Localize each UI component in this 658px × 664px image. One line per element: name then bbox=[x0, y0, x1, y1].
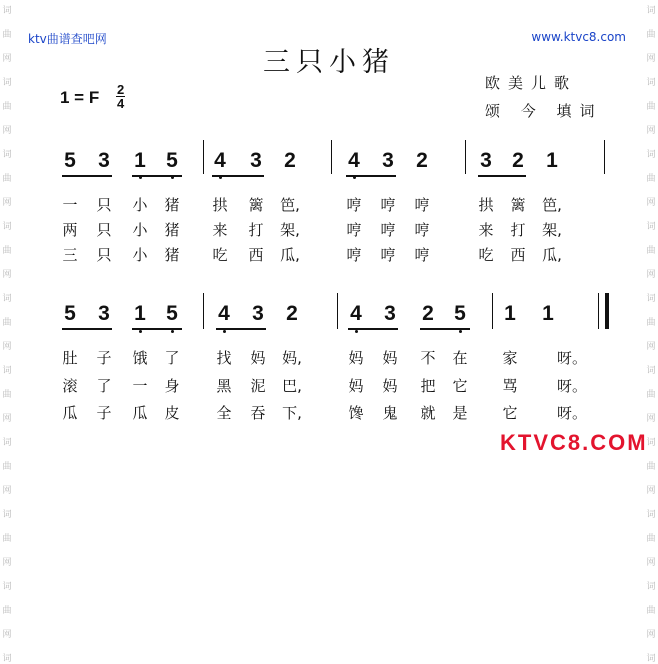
credit-lyricist: 颂 今 填词 bbox=[485, 102, 603, 120]
note: 3 bbox=[250, 149, 262, 172]
watermark-char: 词 bbox=[2, 654, 12, 664]
lyric-char: 篱 bbox=[248, 196, 264, 214]
logo-text: KTVC8.COM bbox=[500, 430, 648, 455]
lyric-char: 吃 bbox=[212, 246, 228, 264]
lyric-char: 妈, bbox=[282, 349, 302, 367]
watermark-char: 网 bbox=[646, 270, 656, 280]
watermark-char: 词 bbox=[2, 366, 12, 376]
watermark-char: 网 bbox=[646, 198, 656, 208]
lyric-char: 瓜, bbox=[280, 246, 300, 264]
watermark-char: 词 bbox=[2, 294, 12, 304]
lyric-char: 哼 bbox=[346, 246, 362, 264]
watermark-char: 网 bbox=[646, 54, 656, 64]
site-name: ktv曲谱查吧网 bbox=[28, 32, 107, 46]
barline bbox=[203, 293, 204, 329]
note: 1 bbox=[546, 149, 558, 172]
low-octave-dot bbox=[459, 330, 462, 333]
watermark-char: 词 bbox=[2, 222, 12, 232]
lyric-char: 妈 bbox=[348, 349, 364, 367]
watermark-char: 网 bbox=[2, 558, 12, 568]
lyric-char: 呀。 bbox=[556, 349, 588, 367]
note: 2 bbox=[422, 302, 434, 325]
lyric-char: 黑 bbox=[216, 377, 232, 395]
lyric-char: 只 bbox=[96, 246, 112, 264]
song-title: 三只小猪 bbox=[263, 47, 395, 78]
lyric-char: 打 bbox=[248, 221, 264, 239]
watermark-char: 曲 bbox=[646, 462, 656, 472]
ktvc8-logo bbox=[500, 430, 648, 456]
watermark-char: 网 bbox=[2, 486, 12, 496]
lyric-char: 找 bbox=[216, 349, 232, 367]
note: 1 bbox=[504, 302, 516, 325]
watermark-char: 曲 bbox=[2, 390, 12, 400]
lyric-char: 哼 bbox=[414, 221, 430, 239]
lyric-char: 妈 bbox=[382, 377, 398, 395]
barline bbox=[337, 293, 338, 329]
lyric-char: 骂 bbox=[502, 377, 518, 395]
watermark-char: 网 bbox=[646, 486, 656, 496]
watermark-char: 词 bbox=[2, 582, 12, 592]
lyric-char: 西 bbox=[248, 246, 264, 264]
key-signature: 1 = F bbox=[60, 88, 100, 107]
watermark-char: 网 bbox=[646, 558, 656, 568]
note: 3 bbox=[98, 149, 110, 172]
underline bbox=[62, 175, 112, 177]
watermark-char: 曲 bbox=[646, 30, 656, 40]
watermark-char: 词 bbox=[2, 6, 12, 16]
watermark-char: 词 bbox=[646, 654, 656, 664]
lyric-char: 饿 bbox=[132, 349, 148, 367]
lyric-char: 一 bbox=[132, 377, 148, 395]
time-signature bbox=[117, 83, 124, 110]
note: 2 bbox=[512, 149, 524, 172]
watermark-char: 曲 bbox=[646, 246, 656, 256]
watermark-char: 网 bbox=[2, 270, 12, 280]
lyric-char: 瓜 bbox=[62, 404, 78, 422]
lyric-char: 架, bbox=[280, 221, 300, 239]
note: 1 bbox=[542, 302, 554, 325]
note: 2 bbox=[416, 149, 428, 172]
lyric-char: 了 bbox=[164, 349, 180, 367]
watermark-char: 曲 bbox=[646, 390, 656, 400]
lyric-char: 哼 bbox=[414, 196, 430, 214]
lyric-char: 身 bbox=[164, 377, 180, 395]
note: 3 bbox=[252, 302, 264, 325]
lyric-char: 两 bbox=[62, 221, 78, 239]
lyric-char: 鬼 bbox=[382, 404, 398, 422]
lyric-char: 不 bbox=[420, 349, 436, 367]
lyric-char: 哼 bbox=[380, 246, 396, 264]
lyric-char: 打 bbox=[510, 221, 526, 239]
lyric-char: 下, bbox=[282, 404, 302, 422]
lyric-char: 哼 bbox=[414, 246, 430, 264]
lyric-char: 妈 bbox=[250, 349, 266, 367]
watermark-char: 网 bbox=[2, 126, 12, 136]
watermark-char: 曲 bbox=[2, 462, 12, 472]
lyric-char: 它 bbox=[502, 404, 518, 422]
low-octave-dot bbox=[353, 176, 356, 179]
lyric-char: 馋 bbox=[348, 404, 364, 422]
note: 1 bbox=[134, 149, 146, 172]
watermark-char: 曲 bbox=[646, 606, 656, 616]
underline bbox=[478, 175, 526, 177]
watermark-char: 曲 bbox=[2, 606, 12, 616]
note: 4 bbox=[218, 302, 230, 325]
lyric-char: 呀。 bbox=[556, 377, 588, 395]
lyric-char: 小 bbox=[132, 221, 148, 239]
lyric-char: 一 bbox=[62, 196, 78, 214]
watermark-char: 词 bbox=[646, 294, 656, 304]
lyric-char: 笆, bbox=[280, 196, 300, 214]
lyric-char: 它 bbox=[452, 377, 468, 395]
time-signature-top: 2 bbox=[117, 82, 125, 97]
note: 5 bbox=[166, 302, 178, 325]
lyric-char: 了 bbox=[96, 377, 112, 395]
lyric-char: 吃 bbox=[478, 246, 494, 264]
watermark-char: 词 bbox=[646, 150, 656, 160]
lyric-char: 篱 bbox=[510, 196, 526, 214]
note: 4 bbox=[350, 302, 362, 325]
lyric-char: 只 bbox=[96, 196, 112, 214]
watermark-char: 词 bbox=[646, 366, 656, 376]
barline bbox=[598, 293, 599, 329]
lyric-char: 拱 bbox=[478, 196, 494, 214]
note: 3 bbox=[98, 302, 110, 325]
note: 4 bbox=[348, 149, 360, 172]
underline bbox=[62, 328, 112, 330]
watermark-char: 网 bbox=[646, 342, 656, 352]
lyric-char: 笆, bbox=[542, 196, 562, 214]
lyric-char: 皮 bbox=[164, 404, 180, 422]
lyric-char: 哼 bbox=[346, 196, 362, 214]
credit-origin: 欧美儿歌 bbox=[485, 74, 578, 92]
watermark-char: 网 bbox=[2, 342, 12, 352]
watermark-char: 曲 bbox=[646, 174, 656, 184]
underline bbox=[420, 328, 470, 330]
watermark-char: 网 bbox=[2, 414, 12, 424]
watermark-char: 曲 bbox=[2, 174, 12, 184]
lyric-char: 瓜 bbox=[132, 404, 148, 422]
low-octave-dot bbox=[223, 330, 226, 333]
lyric-char: 妈 bbox=[348, 377, 364, 395]
lyric-char: 猪 bbox=[164, 246, 180, 264]
note: 2 bbox=[284, 149, 296, 172]
lyric-char: 家 bbox=[502, 349, 518, 367]
note: 5 bbox=[64, 302, 76, 325]
low-octave-dot bbox=[139, 176, 142, 179]
lyric-char: 小 bbox=[132, 246, 148, 264]
lyric-char: 肚 bbox=[62, 349, 78, 367]
lyric-char: 滚 bbox=[62, 377, 78, 395]
lyric-char: 哼 bbox=[380, 196, 396, 214]
note: 3 bbox=[480, 149, 492, 172]
low-octave-dot bbox=[171, 330, 174, 333]
watermark-char: 曲 bbox=[2, 246, 12, 256]
lyric-char: 呀。 bbox=[556, 404, 588, 422]
watermark-char: 曲 bbox=[2, 534, 12, 544]
site-url[interactable]: www.ktvc8.com bbox=[531, 30, 626, 44]
watermark-char: 词 bbox=[2, 510, 12, 520]
lyric-char: 妈 bbox=[382, 349, 398, 367]
lyric-char: 三 bbox=[62, 246, 78, 264]
lyric-char: 就 bbox=[420, 404, 436, 422]
final-barline bbox=[605, 293, 609, 329]
low-octave-dot bbox=[219, 176, 222, 179]
lyric-char: 西 bbox=[510, 246, 526, 264]
lyric-char: 只 bbox=[96, 221, 112, 239]
barline bbox=[465, 140, 466, 174]
lyric-char: 猪 bbox=[164, 221, 180, 239]
lyric-char: 泥 bbox=[250, 377, 266, 395]
lyric-char: 巴, bbox=[282, 377, 302, 395]
watermark-char: 网 bbox=[2, 630, 12, 640]
lyric-char: 子 bbox=[96, 404, 112, 422]
watermark-char: 网 bbox=[2, 198, 12, 208]
note: 1 bbox=[134, 302, 146, 325]
lyric-char: 来 bbox=[478, 221, 494, 239]
watermark-char: 曲 bbox=[646, 102, 656, 112]
barline bbox=[604, 140, 605, 174]
lyric-char: 是 bbox=[452, 404, 468, 422]
barline bbox=[203, 140, 204, 174]
lyric-char: 瓜, bbox=[542, 246, 562, 264]
low-octave-dot bbox=[139, 330, 142, 333]
barline bbox=[492, 293, 493, 329]
lyric-char: 吞 bbox=[250, 404, 266, 422]
watermark-char: 网 bbox=[646, 126, 656, 136]
watermark-char: 网 bbox=[2, 54, 12, 64]
watermark-char: 词 bbox=[646, 438, 656, 448]
lyric-char: 哼 bbox=[346, 221, 362, 239]
note: 2 bbox=[286, 302, 298, 325]
lyric-char: 来 bbox=[212, 221, 228, 239]
watermark-char: 网 bbox=[646, 414, 656, 424]
watermark-char: 曲 bbox=[646, 534, 656, 544]
watermark-char: 词 bbox=[646, 510, 656, 520]
lyric-char: 小 bbox=[132, 196, 148, 214]
watermark-char: 曲 bbox=[2, 30, 12, 40]
lyric-char: 子 bbox=[96, 349, 112, 367]
lyric-char: 哼 bbox=[380, 221, 396, 239]
barline bbox=[331, 140, 332, 174]
lyric-char: 猪 bbox=[164, 196, 180, 214]
note: 3 bbox=[382, 149, 394, 172]
low-octave-dot bbox=[355, 330, 358, 333]
watermark-char: 词 bbox=[2, 78, 12, 88]
watermark-char: 曲 bbox=[2, 318, 12, 328]
watermark-char: 词 bbox=[646, 582, 656, 592]
low-octave-dot bbox=[171, 176, 174, 179]
watermark-char: 词 bbox=[2, 438, 12, 448]
lyric-char: 全 bbox=[216, 404, 232, 422]
note: 4 bbox=[214, 149, 226, 172]
lyric-char: 架, bbox=[542, 221, 562, 239]
watermark-char: 曲 bbox=[646, 318, 656, 328]
time-signature-bottom: 4 bbox=[117, 96, 125, 111]
watermark-char: 词 bbox=[2, 150, 12, 160]
note: 5 bbox=[64, 149, 76, 172]
watermark-char: 网 bbox=[646, 630, 656, 640]
note: 3 bbox=[384, 302, 396, 325]
note: 5 bbox=[454, 302, 466, 325]
lyric-char: 拱 bbox=[212, 196, 228, 214]
watermark-char: 词 bbox=[646, 6, 656, 16]
note: 5 bbox=[166, 149, 178, 172]
watermark-char: 词 bbox=[646, 222, 656, 232]
lyric-char: 在 bbox=[452, 349, 468, 367]
watermark-char: 词 bbox=[646, 78, 656, 88]
lyric-char: 把 bbox=[420, 377, 436, 395]
watermark-char: 曲 bbox=[2, 102, 12, 112]
